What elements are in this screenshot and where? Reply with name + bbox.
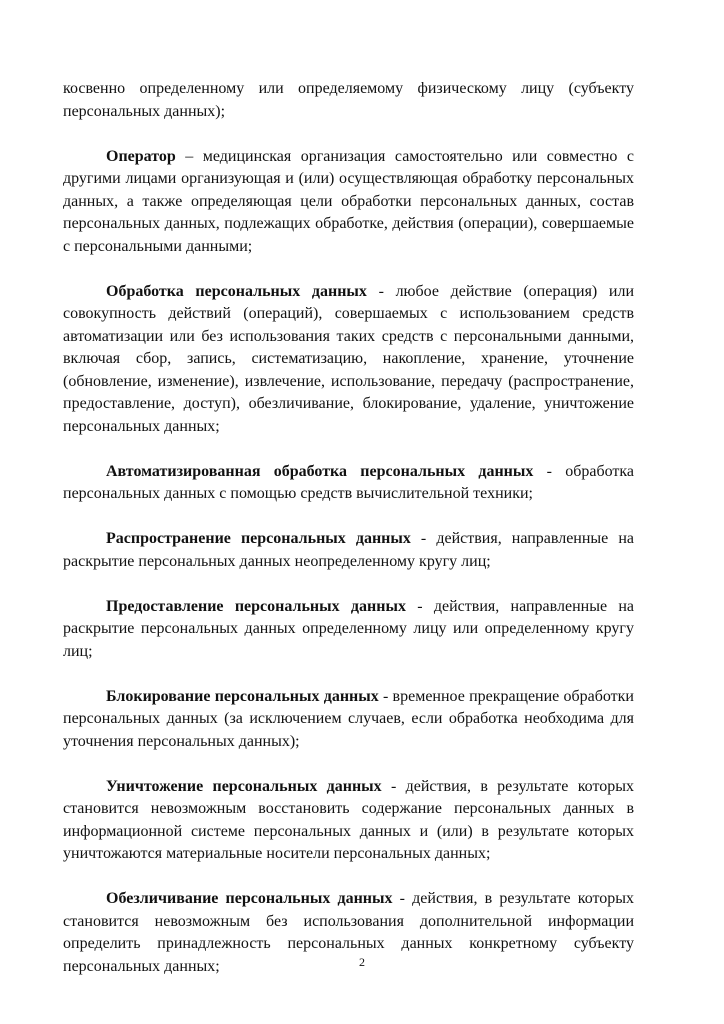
page-number: 2 <box>359 955 365 969</box>
definition-text: действия, направленные на раскрытие персональных данных определенному лицу или определенному кругу лиц; <box>63 597 635 660</box>
definition-separator: - <box>405 597 434 615</box>
definition-text: временное прекращение обработки персональных данных (за исключением случаев, если обработка необходима для уточнения персональных данных); <box>63 687 634 750</box>
definition-operator <box>63 146 634 259</box>
definition-term: Обработка персональных данных <box>106 282 367 300</box>
definition-blocking <box>63 686 634 754</box>
definition-processing <box>63 281 634 439</box>
definition-text: действия, в результате которых становится невозможным без использования дополнительной информации определить принадлежность персональных данных конкретному субъекту персональных данных; <box>63 890 635 975</box>
definition-separator: - <box>378 687 393 705</box>
definition-text: действия, в результате которых становится невозможным восстановить содержание персональных данных в информационной системе персональных данных и (или) в результате которых уничтожаются материальные носители персональных данных; <box>63 777 634 862</box>
paragraph-continuation <box>63 78 634 123</box>
definition-provision <box>63 596 634 664</box>
definition-term: Оператор <box>106 147 176 165</box>
definition-automated-processing <box>63 461 634 506</box>
definition-term: Автоматизированная обработка персональных данных <box>106 462 534 480</box>
definition-separator: - <box>366 282 396 300</box>
definition-destruction <box>63 776 634 866</box>
paragraph-text: косвенно определенному или определяемому физическому лицу (субъекту персональных данных); <box>63 80 634 120</box>
definition-separator: – <box>175 147 203 165</box>
definition-text: обработка персональных данных с помощью средств вычислительной техники; <box>63 462 635 502</box>
definition-term: Обезличивание персональных данных <box>106 890 393 907</box>
definition-separator: - <box>410 530 437 547</box>
definition-text: любое действие (операция) или совокупность действий (операций), совершаемых с использованием средств автоматизации или без использования таких средств с персональными данными, включая сбор, запись, систематизацию, накопление, хранение, уточнение (обновление, изменение), извлечение, использование, передачу (распространение, предоставление, доступ), обезличивание, блокирование, удаление, уничтожение персональных данных; <box>63 282 635 435</box>
definition-term: Блокирование персональных данных <box>106 687 379 705</box>
definition-separator: - <box>533 462 566 480</box>
definition-dissemination <box>63 528 634 573</box>
document-page <box>63 78 634 1001</box>
definition-text: медицинская организация самостоятельно или совместно с другими лицами организующая и (или) осуществляющая обработку персональных данных, а также определяющая цели обработки персональных данных, состав персональных данных, подлежащих обработке, действия (операции), совершаемые с персональными данными; <box>63 147 634 255</box>
definition-term: Распространение персональных данных <box>106 530 411 547</box>
definition-term: Уничтожение персональных данных <box>106 777 382 795</box>
definition-text: действия, направленные на раскрытие персональных данных неопределенному кругу лиц; <box>63 530 635 570</box>
definition-separator: - <box>381 777 406 795</box>
definition-separator: - <box>392 890 413 907</box>
definition-term: Предоставление персональных данных <box>106 597 406 615</box>
